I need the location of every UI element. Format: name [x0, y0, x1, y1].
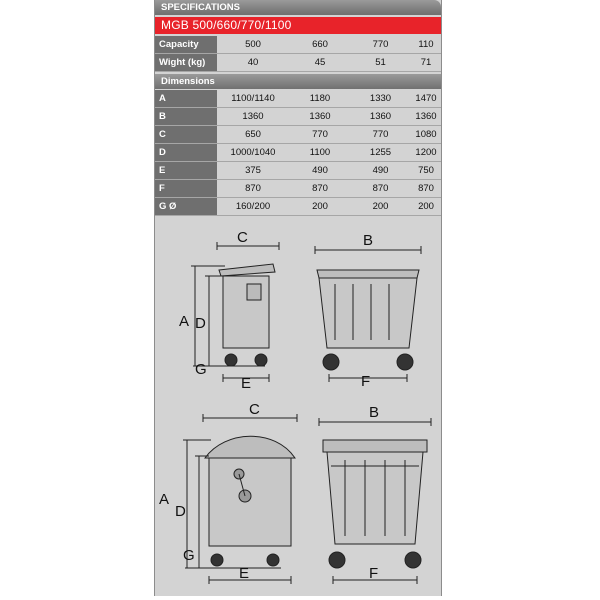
table-row: [155, 144, 441, 162]
label-e-small: E: [241, 375, 252, 388]
table-cell: 870: [411, 180, 441, 197]
large-bin-diagram: [155, 400, 441, 596]
table-cell: 1180: [290, 90, 350, 107]
table-cell: 200: [411, 198, 441, 215]
table-row: [155, 180, 441, 198]
row-label: D: [155, 144, 217, 161]
row-label: B: [155, 108, 217, 125]
table-cell: 650: [217, 126, 289, 143]
label-f-small: F: [361, 373, 371, 388]
table-cell: 1080: [411, 126, 441, 143]
table-cell: 45: [290, 54, 350, 71]
table-row: [155, 54, 441, 72]
table-cell: 490: [351, 162, 410, 179]
table-cell: 870: [351, 180, 410, 197]
table-cell: 1360: [351, 108, 410, 125]
model-header: MGB 500/660/770/1100: [155, 17, 441, 34]
label-c-small: C: [237, 229, 248, 246]
table-cell: 1100: [290, 144, 350, 161]
table-cell: 375: [217, 162, 289, 179]
table-row: [155, 108, 441, 126]
row-divider: [155, 215, 441, 216]
table-cell: 1255: [351, 144, 410, 161]
label-g-large: G: [183, 547, 195, 564]
table-cell: 110: [411, 36, 441, 53]
table-cell: 71: [411, 54, 441, 71]
row-divider: [155, 71, 441, 72]
table-cell: 1200: [411, 144, 441, 161]
table-cell: 750: [411, 162, 441, 179]
table-row: [155, 162, 441, 180]
table-cell: 770: [290, 126, 350, 143]
table-cell: 490: [290, 162, 350, 179]
table-cell: 1360: [411, 108, 441, 125]
label-b-large: B: [369, 404, 380, 421]
label-a-small: A: [179, 313, 190, 330]
label-g-small: G: [195, 361, 207, 378]
table-cell: 770: [351, 36, 410, 53]
table-cell: 660: [290, 36, 350, 53]
row-label: F: [155, 180, 217, 197]
row-label: Wight (kg): [155, 54, 217, 71]
specifications-header: SPECIFICATIONS: [155, 0, 441, 15]
table-cell: 200: [351, 198, 410, 215]
table-cell: 500: [217, 36, 289, 53]
label-c-large: C: [249, 401, 260, 418]
table-cell: 1360: [290, 108, 350, 125]
table-cell: 1100/1140: [217, 90, 289, 107]
label-d-large: D: [175, 503, 186, 520]
table-row: [155, 198, 441, 216]
table-cell: 770: [351, 126, 410, 143]
row-label: G Ø: [155, 198, 217, 215]
table-cell: 160/200: [217, 198, 289, 215]
table-cell: 1360: [217, 108, 289, 125]
row-label: A: [155, 90, 217, 107]
table-cell: 200: [290, 198, 350, 215]
row-label: E: [155, 162, 217, 179]
specifications-panel: [154, 0, 442, 596]
table-cell: 1470: [411, 90, 441, 107]
table-cell: 51: [351, 54, 410, 71]
label-e-large: E: [239, 565, 250, 582]
row-label: Capacity: [155, 36, 217, 53]
table-row: [155, 36, 441, 54]
table-cell: 40: [217, 54, 289, 71]
table-cell: 870: [290, 180, 350, 197]
table-cell: 1330: [351, 90, 410, 107]
label-d-small: D: [195, 315, 206, 332]
label-a-large: A: [159, 491, 170, 508]
row-label: C: [155, 126, 217, 143]
label-f-large: F: [369, 565, 379, 582]
table-cell: 870: [217, 180, 289, 197]
table-row: [155, 90, 441, 108]
table-cell: 1000/1040: [217, 144, 289, 161]
dimensions-header: Dimensions: [155, 74, 441, 89]
table-row: [155, 126, 441, 144]
label-b-small: B: [363, 232, 374, 249]
small-bin-diagram: [155, 228, 441, 388]
